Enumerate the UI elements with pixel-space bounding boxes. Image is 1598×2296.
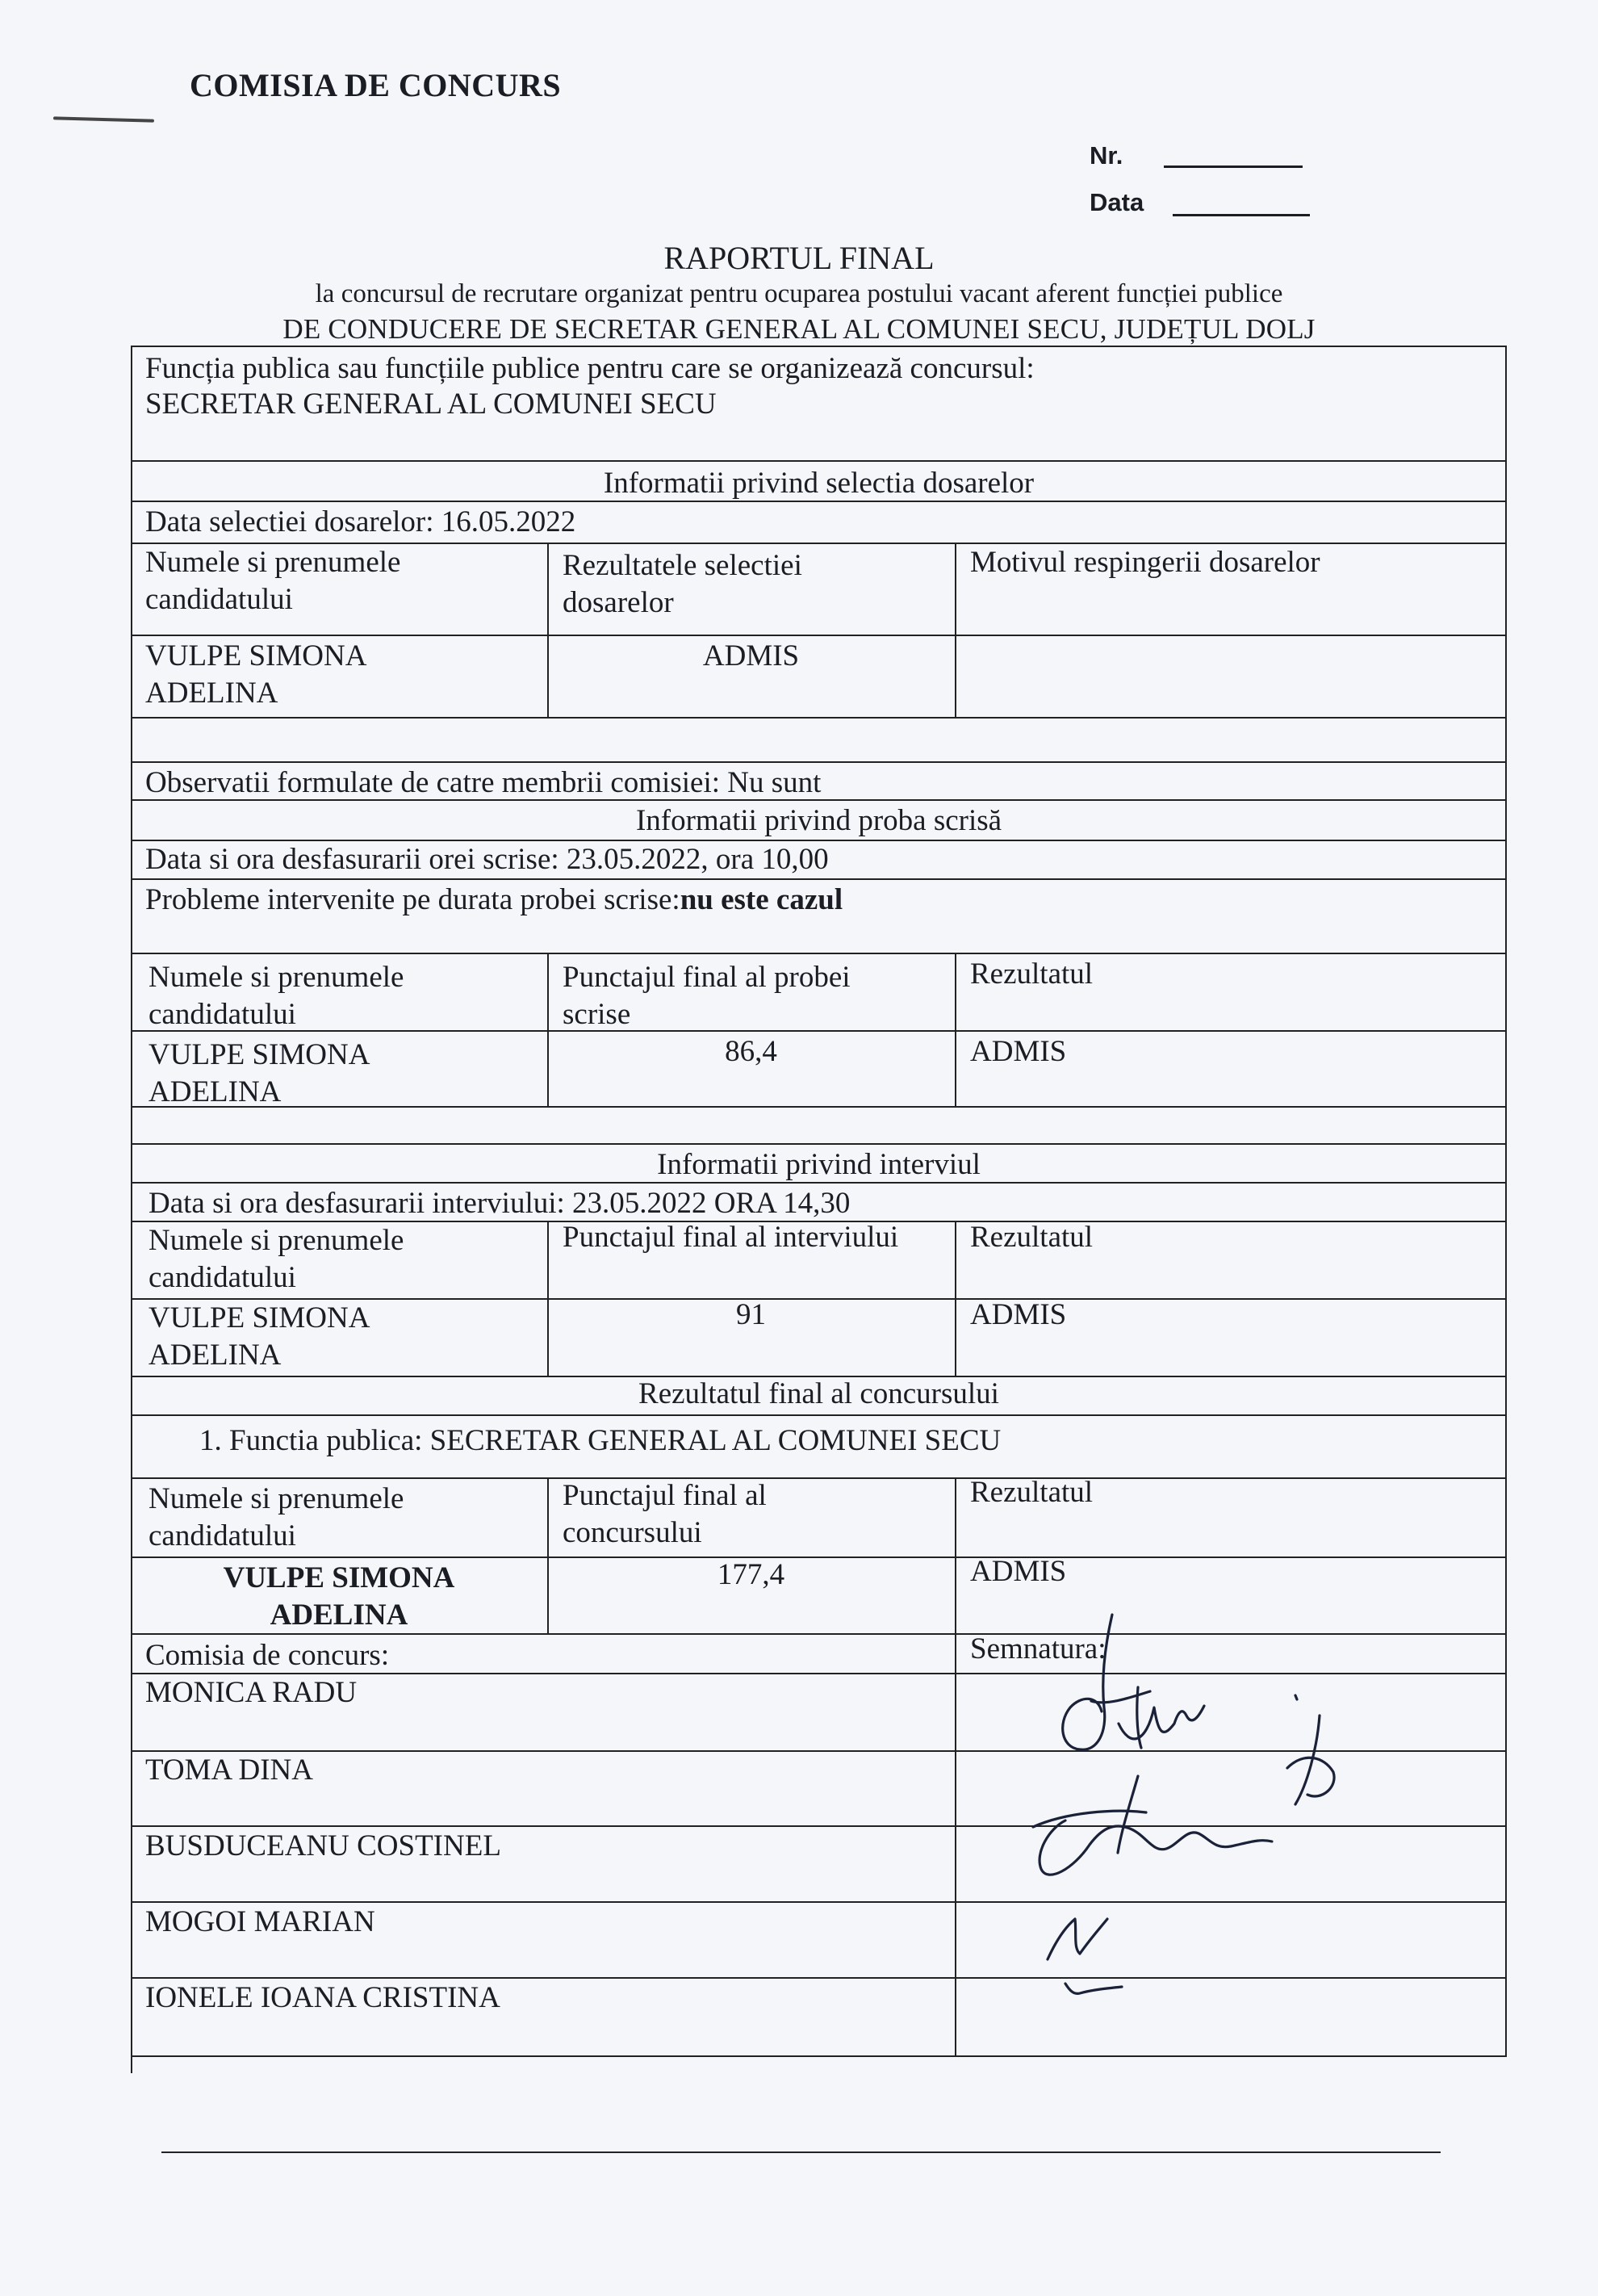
col-divider xyxy=(547,543,549,717)
rule xyxy=(131,1030,1507,1032)
dossier-col-result: Rezultatele selectiei xyxy=(563,549,802,582)
written-col-name-2: candidatului xyxy=(149,998,296,1031)
dossier-candidate-name-2: ADELINA xyxy=(145,677,278,710)
written-problems-value: nu este cazul xyxy=(680,883,843,916)
final-result: ADMIS xyxy=(970,1555,1067,1588)
dossier-result: ADMIS xyxy=(702,639,800,672)
final-function-line: 1. Functia publica: SECRETAR GENERAL AL COMUNEI SECU xyxy=(199,1424,1002,1457)
written-candidate-name: VULPE SIMONA xyxy=(149,1038,370,1071)
written-col-score: Punctajul final al probei xyxy=(563,961,851,994)
col-divider xyxy=(955,1477,956,1633)
dossier-col-name-2: candidatului xyxy=(145,583,293,616)
written-col-score-2: scrise xyxy=(563,998,631,1031)
written-candidate-name-2: ADELINA xyxy=(149,1075,282,1108)
final-col-result: Rezultatul xyxy=(970,1476,1094,1509)
interview-candidate-name: VULPE SIMONA xyxy=(149,1301,370,1334)
final-candidate-name: VULPE SIMONA xyxy=(223,1561,455,1594)
col-divider xyxy=(955,953,956,1106)
rule xyxy=(131,460,1507,462)
written-problems-label: Probleme intervenite pe durata probei scrise: xyxy=(145,883,680,916)
table-border-right xyxy=(1505,346,1507,2055)
interview-col-name: Numele si prenumele xyxy=(149,1224,404,1257)
interview-col-name-2: candidatului xyxy=(149,1261,296,1294)
rule xyxy=(131,717,1507,719)
table-border-left xyxy=(131,346,132,2073)
rule xyxy=(131,1143,1507,1145)
written-col-name: Numele si prenumele xyxy=(149,961,404,994)
rule xyxy=(131,761,1507,763)
report-subtitle: la concursul de recrutare organizat pentru ocuparea postului vacant aferent funcției publice xyxy=(315,279,1283,308)
rule xyxy=(131,346,1507,347)
rule xyxy=(131,1414,1507,1416)
dossier-observations: Observatii formulate de catre membrii comisiei: Nu sunt xyxy=(145,766,822,799)
pen-mark xyxy=(53,116,154,122)
committee-member: TOMA DINA xyxy=(145,1753,313,1787)
interview-col-result: Rezultatul xyxy=(970,1221,1094,1254)
interview-result: ADMIS xyxy=(970,1298,1067,1331)
rule xyxy=(131,1106,1507,1108)
report-subtitle-position: DE CONDUCERE DE SECRETAR GENERAL AL COMUNEI SECU, JUDEȚUL DOLJ xyxy=(282,313,1316,345)
final-col-name: Numele si prenumele xyxy=(149,1482,404,1515)
position-value: SECRETAR GENERAL AL COMUNEI SECU xyxy=(145,388,717,421)
dossier-heading: Informatii privind selectia dosarelor xyxy=(603,467,1035,500)
rule xyxy=(131,1477,1507,1479)
nr-blank-line xyxy=(1164,165,1303,168)
interview-candidate-name-2: ADELINA xyxy=(149,1339,282,1372)
dossier-date: Data selectiei dosarelor: 16.05.2022 xyxy=(145,505,576,538)
written-heading: Informatii privind proba scrisă xyxy=(635,804,1002,837)
final-col-name-2: candidatului xyxy=(149,1519,296,1552)
written-col-result: Rezultatul xyxy=(970,957,1094,991)
commission-heading: COMISIA DE CONCURS xyxy=(190,67,562,103)
rule xyxy=(131,2055,1507,2057)
final-col-score-2: concursului xyxy=(563,1516,702,1549)
committee-label: Comisia de concurs: xyxy=(145,1639,390,1672)
dossier-col-name: Numele si prenumele xyxy=(145,546,401,579)
final-candidate-name-2: ADELINA xyxy=(270,1598,408,1632)
rule xyxy=(131,953,1507,954)
col-divider xyxy=(547,1477,549,1633)
col-divider xyxy=(547,953,549,1106)
written-problems xyxy=(145,882,843,918)
written-result: ADMIS xyxy=(970,1035,1067,1068)
signature-label: Semnatura: xyxy=(970,1632,1106,1665)
committee-member: IONELE IOANA CRISTINA xyxy=(145,1981,500,2014)
data-label: Data xyxy=(1090,188,1144,216)
committee-member: MOGOI MARIAN xyxy=(145,1905,375,1938)
written-datetime: Data si ora desfasurarii orei scrise: 23.05.2022, ora 10,00 xyxy=(145,843,829,876)
dossier-col-reason: Motivul respingerii dosarelor xyxy=(970,546,1320,579)
col-divider xyxy=(955,1633,956,2055)
interview-col-score: Punctajul final al interviului xyxy=(563,1221,899,1254)
final-score: 177,4 xyxy=(717,1558,785,1591)
committee-member: BUSDUCEANU COSTINEL xyxy=(145,1829,501,1862)
nr-label: Nr. xyxy=(1090,141,1123,170)
col-divider xyxy=(955,543,956,717)
report-title: RAPORTUL FINAL xyxy=(663,240,935,276)
data-blank-line xyxy=(1173,214,1310,216)
position-label: Funcția publica sau funcțiile publice pentru care se organizează concursul: xyxy=(145,352,1035,385)
handwritten-signatures xyxy=(1017,1611,1356,2038)
final-col-score: Punctajul final al xyxy=(563,1479,767,1512)
written-score: 86,4 xyxy=(725,1035,777,1068)
interview-datetime: Data si ora desfasurarii interviului: 23.05.2022 ORA 14,30 xyxy=(149,1187,851,1220)
footer-rule xyxy=(161,2151,1441,2153)
dossier-candidate-name: VULPE SIMONA xyxy=(145,639,367,672)
rule xyxy=(131,635,1507,636)
interview-heading: Informatii privind interviul xyxy=(657,1148,981,1181)
interview-score: 91 xyxy=(736,1298,766,1331)
final-heading: Rezultatul final al concursului xyxy=(638,1377,999,1410)
dossier-col-result-2: dosarelor xyxy=(563,586,674,619)
col-divider xyxy=(955,1221,956,1376)
committee-member: MONICA RADU xyxy=(145,1676,358,1709)
rule xyxy=(131,878,1507,880)
